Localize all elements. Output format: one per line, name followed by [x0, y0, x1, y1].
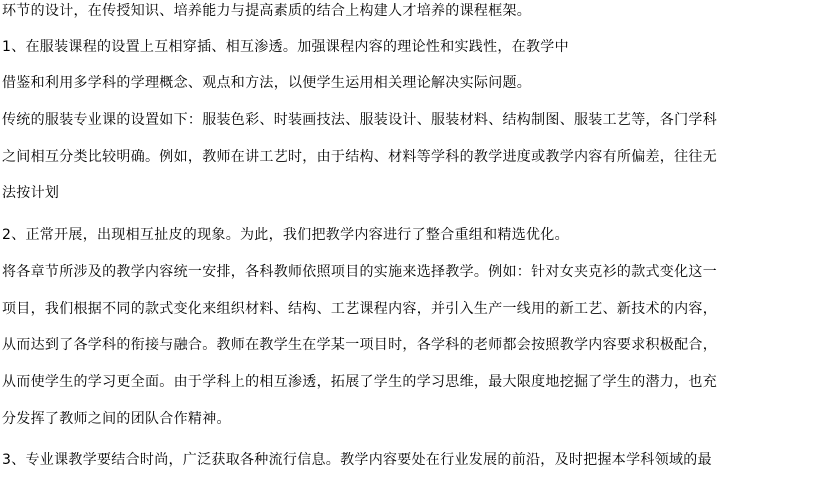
text-line: 1、在服装课程的设置上互相穿插、相互渗透。加强课程内容的理论性和实践性，在教学中	[2, 39, 569, 55]
text-line: 传统的服装专业课的设置如下：服装色彩、时装画技法、服装设计、服装材料、结构制图、服装工艺等，各门学科	[2, 112, 717, 128]
text-line: 环节的设计，在传授知识、培养能力与提高素质的结合上构建人才培养的课程框架。	[2, 3, 532, 19]
text-line: 将各章节所涉及的教学内容统一安排，各科教师依照项目的实施来选择教学。例如：针对女夹克衫的款式变化这一	[2, 264, 717, 280]
text-line: 法按计划	[2, 185, 60, 201]
text-line: 从而达到了各学科的衔接与融合。教师在教学生在学某一项目时，各学科的老师都会按照教学内容要求积极配合，	[2, 337, 717, 353]
text-line: 分发挥了教师之间的团队合作精神。	[2, 411, 231, 427]
text-line: 项目，我们根据不同的款式变化来组织材料、结构、工艺课程内容，并引入生产一线用的新工艺、新技术的内容，	[2, 301, 717, 317]
text-line: 借鉴和利用多学科的学理概念、观点和方法，以便学生运用相关理论解决实际问题。	[2, 75, 532, 91]
text-line: 2、正常开展，出现相互扯皮的现象。为此，我们把教学内容进行了整合重组和精选优化。	[2, 227, 569, 243]
text-line: 之间相互分类比较明确。例如，教师在讲工艺时，由于结构、材料等学科的教学进度或教学内容有所偏差，往往无	[2, 149, 717, 165]
text-line: 从而使学生的学习更全面。由于学科上的相互渗透，拓展了学生的学习思维，最大限度地挖掘了学生的潜力，也充	[2, 374, 717, 390]
text-line: 3、专业课教学要结合时尚，广泛获取各种流行信息。教学内容要处在行业发展的前沿，及时把握本学科领域的最	[2, 452, 712, 468]
